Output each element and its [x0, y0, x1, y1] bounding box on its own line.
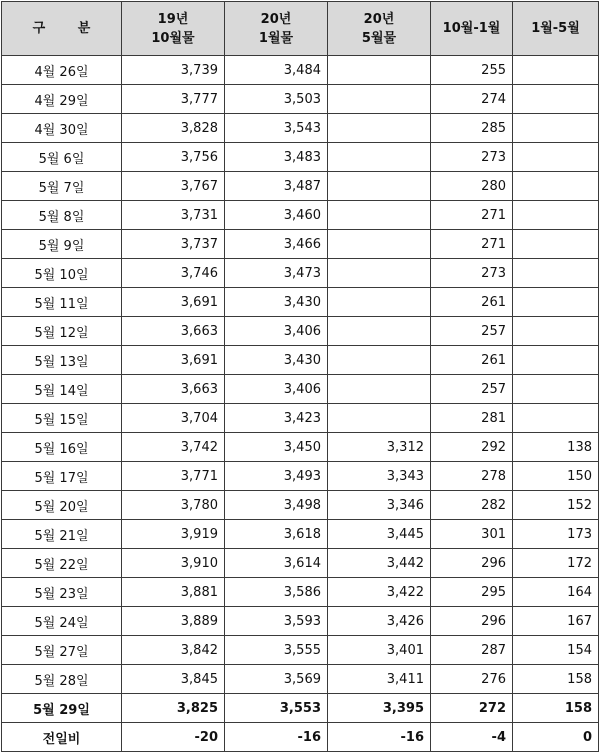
table-row: [2, 56, 599, 85]
jan-may-spread-cell: 150: [513, 462, 599, 491]
may-contract-cell: [328, 114, 431, 143]
table-row: [2, 404, 599, 433]
date-cell: 5월 29일: [2, 694, 122, 723]
oct-jan-spread-cell: 292: [431, 433, 513, 462]
oct-contract-cell: 3,780: [122, 491, 225, 520]
date-cell: 5월 9일: [2, 230, 122, 259]
date-cell: 5월 23일: [2, 578, 122, 607]
table-row: [2, 723, 599, 752]
oct-contract-cell: 3,919: [122, 520, 225, 549]
jan-may-spread-cell: [513, 317, 599, 346]
date-cell: 5월 27일: [2, 636, 122, 665]
jan-may-spread-cell: [513, 56, 599, 85]
jan-contract-cell: 3,406: [225, 375, 328, 404]
table-row: [2, 259, 599, 288]
jan-may-spread-cell: [513, 143, 599, 172]
table-row: [2, 375, 599, 404]
may-contract-cell: 3,411: [328, 665, 431, 694]
date-cell: 4월 29일: [2, 85, 122, 114]
header-jan-contract: 20년 1월물: [225, 2, 328, 56]
may-contract-cell: [328, 288, 431, 317]
oct-jan-spread-cell: 273: [431, 259, 513, 288]
oct-contract-cell: 3,737: [122, 230, 225, 259]
oct-contract-cell: 3,767: [122, 172, 225, 201]
jan-may-spread-cell: [513, 288, 599, 317]
date-cell: 5월 15일: [2, 404, 122, 433]
jan-contract-cell: 3,586: [225, 578, 328, 607]
table-row: [2, 172, 599, 201]
oct-jan-spread-cell: 261: [431, 346, 513, 375]
jan-may-spread-cell: 158: [513, 665, 599, 694]
table-row: [2, 143, 599, 172]
may-contract-cell: 3,395: [328, 694, 431, 723]
may-contract-cell: 3,442: [328, 549, 431, 578]
table-row: [2, 317, 599, 346]
jan-may-spread-cell: 152: [513, 491, 599, 520]
oct-contract-cell: 3,771: [122, 462, 225, 491]
jan-may-spread-cell: 138: [513, 433, 599, 462]
table-row: [2, 549, 599, 578]
oct-contract-cell: 3,881: [122, 578, 225, 607]
jan-contract-cell: 3,484: [225, 56, 328, 85]
may-contract-cell: 3,426: [328, 607, 431, 636]
oct-jan-spread-cell: 261: [431, 288, 513, 317]
table-row: [2, 201, 599, 230]
oct-contract-cell: -20: [122, 723, 225, 752]
jan-may-spread-cell: [513, 404, 599, 433]
jan-contract-cell: 3,503: [225, 85, 328, 114]
oct-contract-cell: 3,889: [122, 607, 225, 636]
oct-jan-spread-cell: 285: [431, 114, 513, 143]
jan-contract-cell: 3,618: [225, 520, 328, 549]
oct-jan-spread-cell: 274: [431, 85, 513, 114]
date-cell: 5월 24일: [2, 607, 122, 636]
jan-may-spread-cell: [513, 375, 599, 404]
jan-contract-cell: 3,460: [225, 201, 328, 230]
jan-contract-cell: 3,406: [225, 317, 328, 346]
table-row: [2, 578, 599, 607]
date-cell: 5월 16일: [2, 433, 122, 462]
jan-contract-cell: 3,430: [225, 288, 328, 317]
oct-jan-spread-cell: 282: [431, 491, 513, 520]
table-row: [2, 694, 599, 723]
jan-may-spread-cell: [513, 230, 599, 259]
jan-contract-cell: 3,450: [225, 433, 328, 462]
may-contract-cell: 3,312: [328, 433, 431, 462]
date-cell: 5월 28일: [2, 665, 122, 694]
oct-jan-spread-cell: 255: [431, 56, 513, 85]
jan-contract-cell: -16: [225, 723, 328, 752]
may-contract-cell: [328, 259, 431, 288]
date-cell: 5월 21일: [2, 520, 122, 549]
oct-jan-spread-cell: 281: [431, 404, 513, 433]
jan-may-spread-cell: [513, 172, 599, 201]
jan-contract-cell: 3,555: [225, 636, 328, 665]
jan-contract-cell: 3,487: [225, 172, 328, 201]
jan-contract-cell: 3,423: [225, 404, 328, 433]
oct-jan-spread-cell: 276: [431, 665, 513, 694]
may-contract-cell: 3,422: [328, 578, 431, 607]
oct-jan-spread-cell: 301: [431, 520, 513, 549]
may-contract-cell: 3,401: [328, 636, 431, 665]
jan-may-spread-cell: 0: [513, 723, 599, 752]
may-contract-cell: [328, 172, 431, 201]
jan-may-spread-cell: [513, 201, 599, 230]
oct-contract-cell: 3,739: [122, 56, 225, 85]
may-contract-cell: [328, 85, 431, 114]
header-oct-jan-spread: 10월-1월: [431, 2, 513, 56]
table-row: [2, 346, 599, 375]
jan-contract-cell: 3,553: [225, 694, 328, 723]
oct-contract-cell: 3,691: [122, 288, 225, 317]
oct-jan-spread-cell: 271: [431, 230, 513, 259]
date-cell: 5월 10일: [2, 259, 122, 288]
header-jan-may-spread: 1월-5월: [513, 2, 599, 56]
jan-may-spread-cell: [513, 259, 599, 288]
table-row: [2, 607, 599, 636]
may-contract-cell: [328, 404, 431, 433]
date-cell: 5월 17일: [2, 462, 122, 491]
oct-contract-cell: 3,842: [122, 636, 225, 665]
header-may-contract: 20년 5월물: [328, 2, 431, 56]
may-contract-cell: [328, 201, 431, 230]
oct-contract-cell: 3,663: [122, 375, 225, 404]
price-table: [1, 1, 599, 752]
oct-contract-cell: 3,910: [122, 549, 225, 578]
jan-may-spread-cell: 167: [513, 607, 599, 636]
oct-jan-spread-cell: 272: [431, 694, 513, 723]
date-cell: 5월 20일: [2, 491, 122, 520]
date-cell: 4월 26일: [2, 56, 122, 85]
may-contract-cell: 3,445: [328, 520, 431, 549]
jan-contract-cell: 3,614: [225, 549, 328, 578]
jan-may-spread-cell: [513, 85, 599, 114]
may-contract-cell: [328, 143, 431, 172]
oct-jan-spread-cell: 278: [431, 462, 513, 491]
date-cell: 4월 30일: [2, 114, 122, 143]
oct-jan-spread-cell: 280: [431, 172, 513, 201]
header-oct-contract: 19년 10월물: [122, 2, 225, 56]
may-contract-cell: [328, 56, 431, 85]
table-row: [2, 462, 599, 491]
oct-contract-cell: 3,691: [122, 346, 225, 375]
date-cell: 5월 8일: [2, 201, 122, 230]
oct-jan-spread-cell: 257: [431, 317, 513, 346]
date-cell: 5월 14일: [2, 375, 122, 404]
table-row: [2, 230, 599, 259]
oct-contract-cell: 3,756: [122, 143, 225, 172]
date-cell: 전일비: [2, 723, 122, 752]
jan-may-spread-cell: 154: [513, 636, 599, 665]
may-contract-cell: [328, 317, 431, 346]
oct-jan-spread-cell: 257: [431, 375, 513, 404]
oct-jan-spread-cell: 296: [431, 549, 513, 578]
may-contract-cell: [328, 346, 431, 375]
jan-may-spread-cell: 173: [513, 520, 599, 549]
oct-jan-spread-cell: -4: [431, 723, 513, 752]
oct-contract-cell: 3,828: [122, 114, 225, 143]
jan-contract-cell: 3,593: [225, 607, 328, 636]
oct-contract-cell: 3,663: [122, 317, 225, 346]
may-contract-cell: [328, 375, 431, 404]
oct-contract-cell: 3,742: [122, 433, 225, 462]
table-row: [2, 114, 599, 143]
table-row: [2, 85, 599, 114]
header-row: [2, 2, 599, 56]
oct-contract-cell: 3,704: [122, 404, 225, 433]
jan-contract-cell: 3,473: [225, 259, 328, 288]
oct-contract-cell: 3,825: [122, 694, 225, 723]
jan-contract-cell: 3,569: [225, 665, 328, 694]
jan-may-spread-cell: 158: [513, 694, 599, 723]
date-cell: 5월 6일: [2, 143, 122, 172]
jan-contract-cell: 3,498: [225, 491, 328, 520]
may-contract-cell: 3,343: [328, 462, 431, 491]
table-row: [2, 491, 599, 520]
date-cell: 5월 22일: [2, 549, 122, 578]
table-body: [2, 56, 599, 752]
jan-contract-cell: 3,493: [225, 462, 328, 491]
may-contract-cell: -16: [328, 723, 431, 752]
jan-may-spread-cell: [513, 114, 599, 143]
date-cell: 5월 12일: [2, 317, 122, 346]
date-cell: 5월 7일: [2, 172, 122, 201]
date-cell: 5월 13일: [2, 346, 122, 375]
jan-may-spread-cell: 164: [513, 578, 599, 607]
table-row: [2, 433, 599, 462]
jan-may-spread-cell: 172: [513, 549, 599, 578]
jan-contract-cell: 3,430: [225, 346, 328, 375]
oct-contract-cell: 3,777: [122, 85, 225, 114]
oct-jan-spread-cell: 296: [431, 607, 513, 636]
table-row: [2, 665, 599, 694]
may-contract-cell: [328, 230, 431, 259]
oct-contract-cell: 3,845: [122, 665, 225, 694]
table-row: [2, 520, 599, 549]
oct-contract-cell: 3,746: [122, 259, 225, 288]
header-category: 구 분: [2, 2, 122, 56]
oct-jan-spread-cell: 271: [431, 201, 513, 230]
table-row: [2, 636, 599, 665]
oct-contract-cell: 3,731: [122, 201, 225, 230]
jan-contract-cell: 3,466: [225, 230, 328, 259]
table-row: [2, 288, 599, 317]
may-contract-cell: 3,346: [328, 491, 431, 520]
date-cell: 5월 11일: [2, 288, 122, 317]
oct-jan-spread-cell: 273: [431, 143, 513, 172]
jan-contract-cell: 3,543: [225, 114, 328, 143]
jan-contract-cell: 3,483: [225, 143, 328, 172]
jan-may-spread-cell: [513, 346, 599, 375]
oct-jan-spread-cell: 295: [431, 578, 513, 607]
oct-jan-spread-cell: 287: [431, 636, 513, 665]
